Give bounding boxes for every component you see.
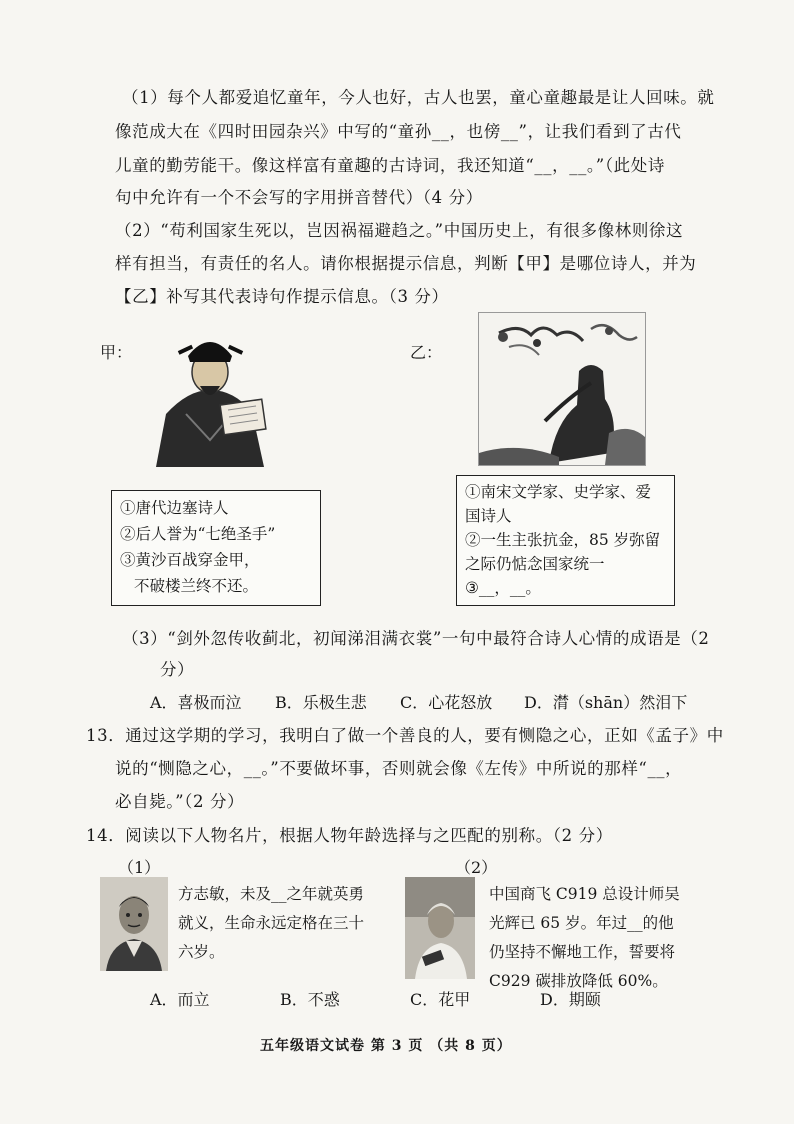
jia-hint-box (111, 490, 321, 606)
q12-3-option-b: B．乐极生悲 (275, 693, 367, 712)
card2-line-2: 光辉已 65 岁。年过__的他 (489, 914, 674, 932)
jia-hint-3: ③黄沙百战穿金甲， (120, 551, 260, 569)
q12-2-line-2: 样有担当，有责任的名人。请你根据提示信息，判断【甲】是哪位诗人，并为 (115, 254, 697, 273)
q14-option-b: B．不惑 (280, 990, 340, 1009)
yi-hint-1: ①南宋文学家、史学家、爱 (465, 483, 652, 501)
q13-line-2: 说的“恻隐之心，__。”不要做坏事，否则就会像《左传》中所说的那样“__， (115, 759, 683, 778)
q12-2-line-1: （2）“苟利国家生死以，岂因祸福避趋之。”中国历史上，有很多像林则徐这 (115, 221, 684, 240)
q13-line-3: 必自毙。”（2 分） (115, 792, 245, 811)
q12-2-line-3: 【乙】补写其代表诗句作提示信息。（3 分） (115, 287, 449, 306)
q12-1-line-1: （1）每个人都爱追忆童年，今人也好，古人也罢，童心童趣最是让人回味。就 (122, 88, 715, 107)
card2-text (489, 880, 680, 996)
jia-poet-illustration (148, 322, 273, 467)
yi-hint-5: ③__，__。 (465, 579, 541, 597)
yi-label: 乙： (410, 343, 443, 362)
card2-line-4: C929 碳排放降低 60%。 (489, 972, 668, 990)
yi-hint-4: 之际仍惦念国家统一 (465, 555, 605, 573)
q13-line-1: 13．通过这学期的学习，我明白了做一个善良的人，要有恻隐之心，正如《孟子》中 (86, 726, 724, 745)
yi-hint-box (456, 475, 675, 606)
jia-hint-2: ②后人誉为“七绝圣手” (120, 525, 276, 543)
card2-line-3: 仍坚持不懈地工作，誓要将 (489, 943, 676, 961)
q12-1-line-4: 句中允许有一个不会写的字用拼音替代）（4 分） (115, 188, 483, 207)
q14-card2-number: （2） (455, 858, 498, 877)
card1-line-2: 就义，生命永远定格在三十 (178, 914, 365, 932)
card1-portrait (100, 877, 168, 971)
q12-1-line-3: 儿童的勤劳能干。像这样富有童趣的古诗词，我还知道“__，__。”（此处诗 (115, 156, 665, 175)
q12-1-line-2: 像范成大在《四时田园杂兴》中写的“童孙__，也傍__”，让我们看到了古代 (115, 122, 682, 141)
q14-option-a: A．而立 (150, 990, 210, 1009)
yi-poet-illustration (478, 312, 646, 466)
q14-option-d: D．期颐 (540, 990, 601, 1009)
jia-label: 甲： (100, 343, 133, 362)
q12-3-option-a: A．喜极而泣 (150, 693, 242, 712)
q12-3-line-1: （3）“剑外忽传收蓟北，初闻涕泪满衣裳”一句中最符合诗人心情的成语是（2 (122, 629, 710, 648)
q14-title: 14．阅读以下人物名片，根据人物年龄选择与之匹配的别称。（2 分） (86, 826, 613, 845)
page-footer: 五年级语文试卷 第 3 页 （共 8 页） (260, 1038, 512, 1054)
q12-3-line-2: 分） (160, 660, 195, 679)
jia-hint-1: ①唐代边塞诗人 (120, 499, 229, 517)
yi-hint-2: 国诗人 (465, 507, 512, 525)
q14-card1-number: （1） (118, 858, 161, 877)
yi-hint-3: ②一生主张抗金，85 岁弥留 (465, 531, 661, 549)
card2-portrait (405, 877, 475, 979)
card1-line-3: 六岁。 (178, 943, 225, 961)
card1-text (178, 880, 364, 967)
q12-3-option-d: D．潸（shān）然泪下 (524, 693, 688, 712)
jia-hint-4: 不破楼兰终不还。 (134, 577, 259, 595)
card1-line-1: 方志敏，未及__之年就英勇 (178, 885, 365, 903)
q14-option-c: C．花甲 (410, 990, 471, 1009)
card2-line-1: 中国商飞 C919 总设计师吴 (489, 885, 680, 903)
q12-3-option-c: C．心花怒放 (400, 693, 493, 712)
